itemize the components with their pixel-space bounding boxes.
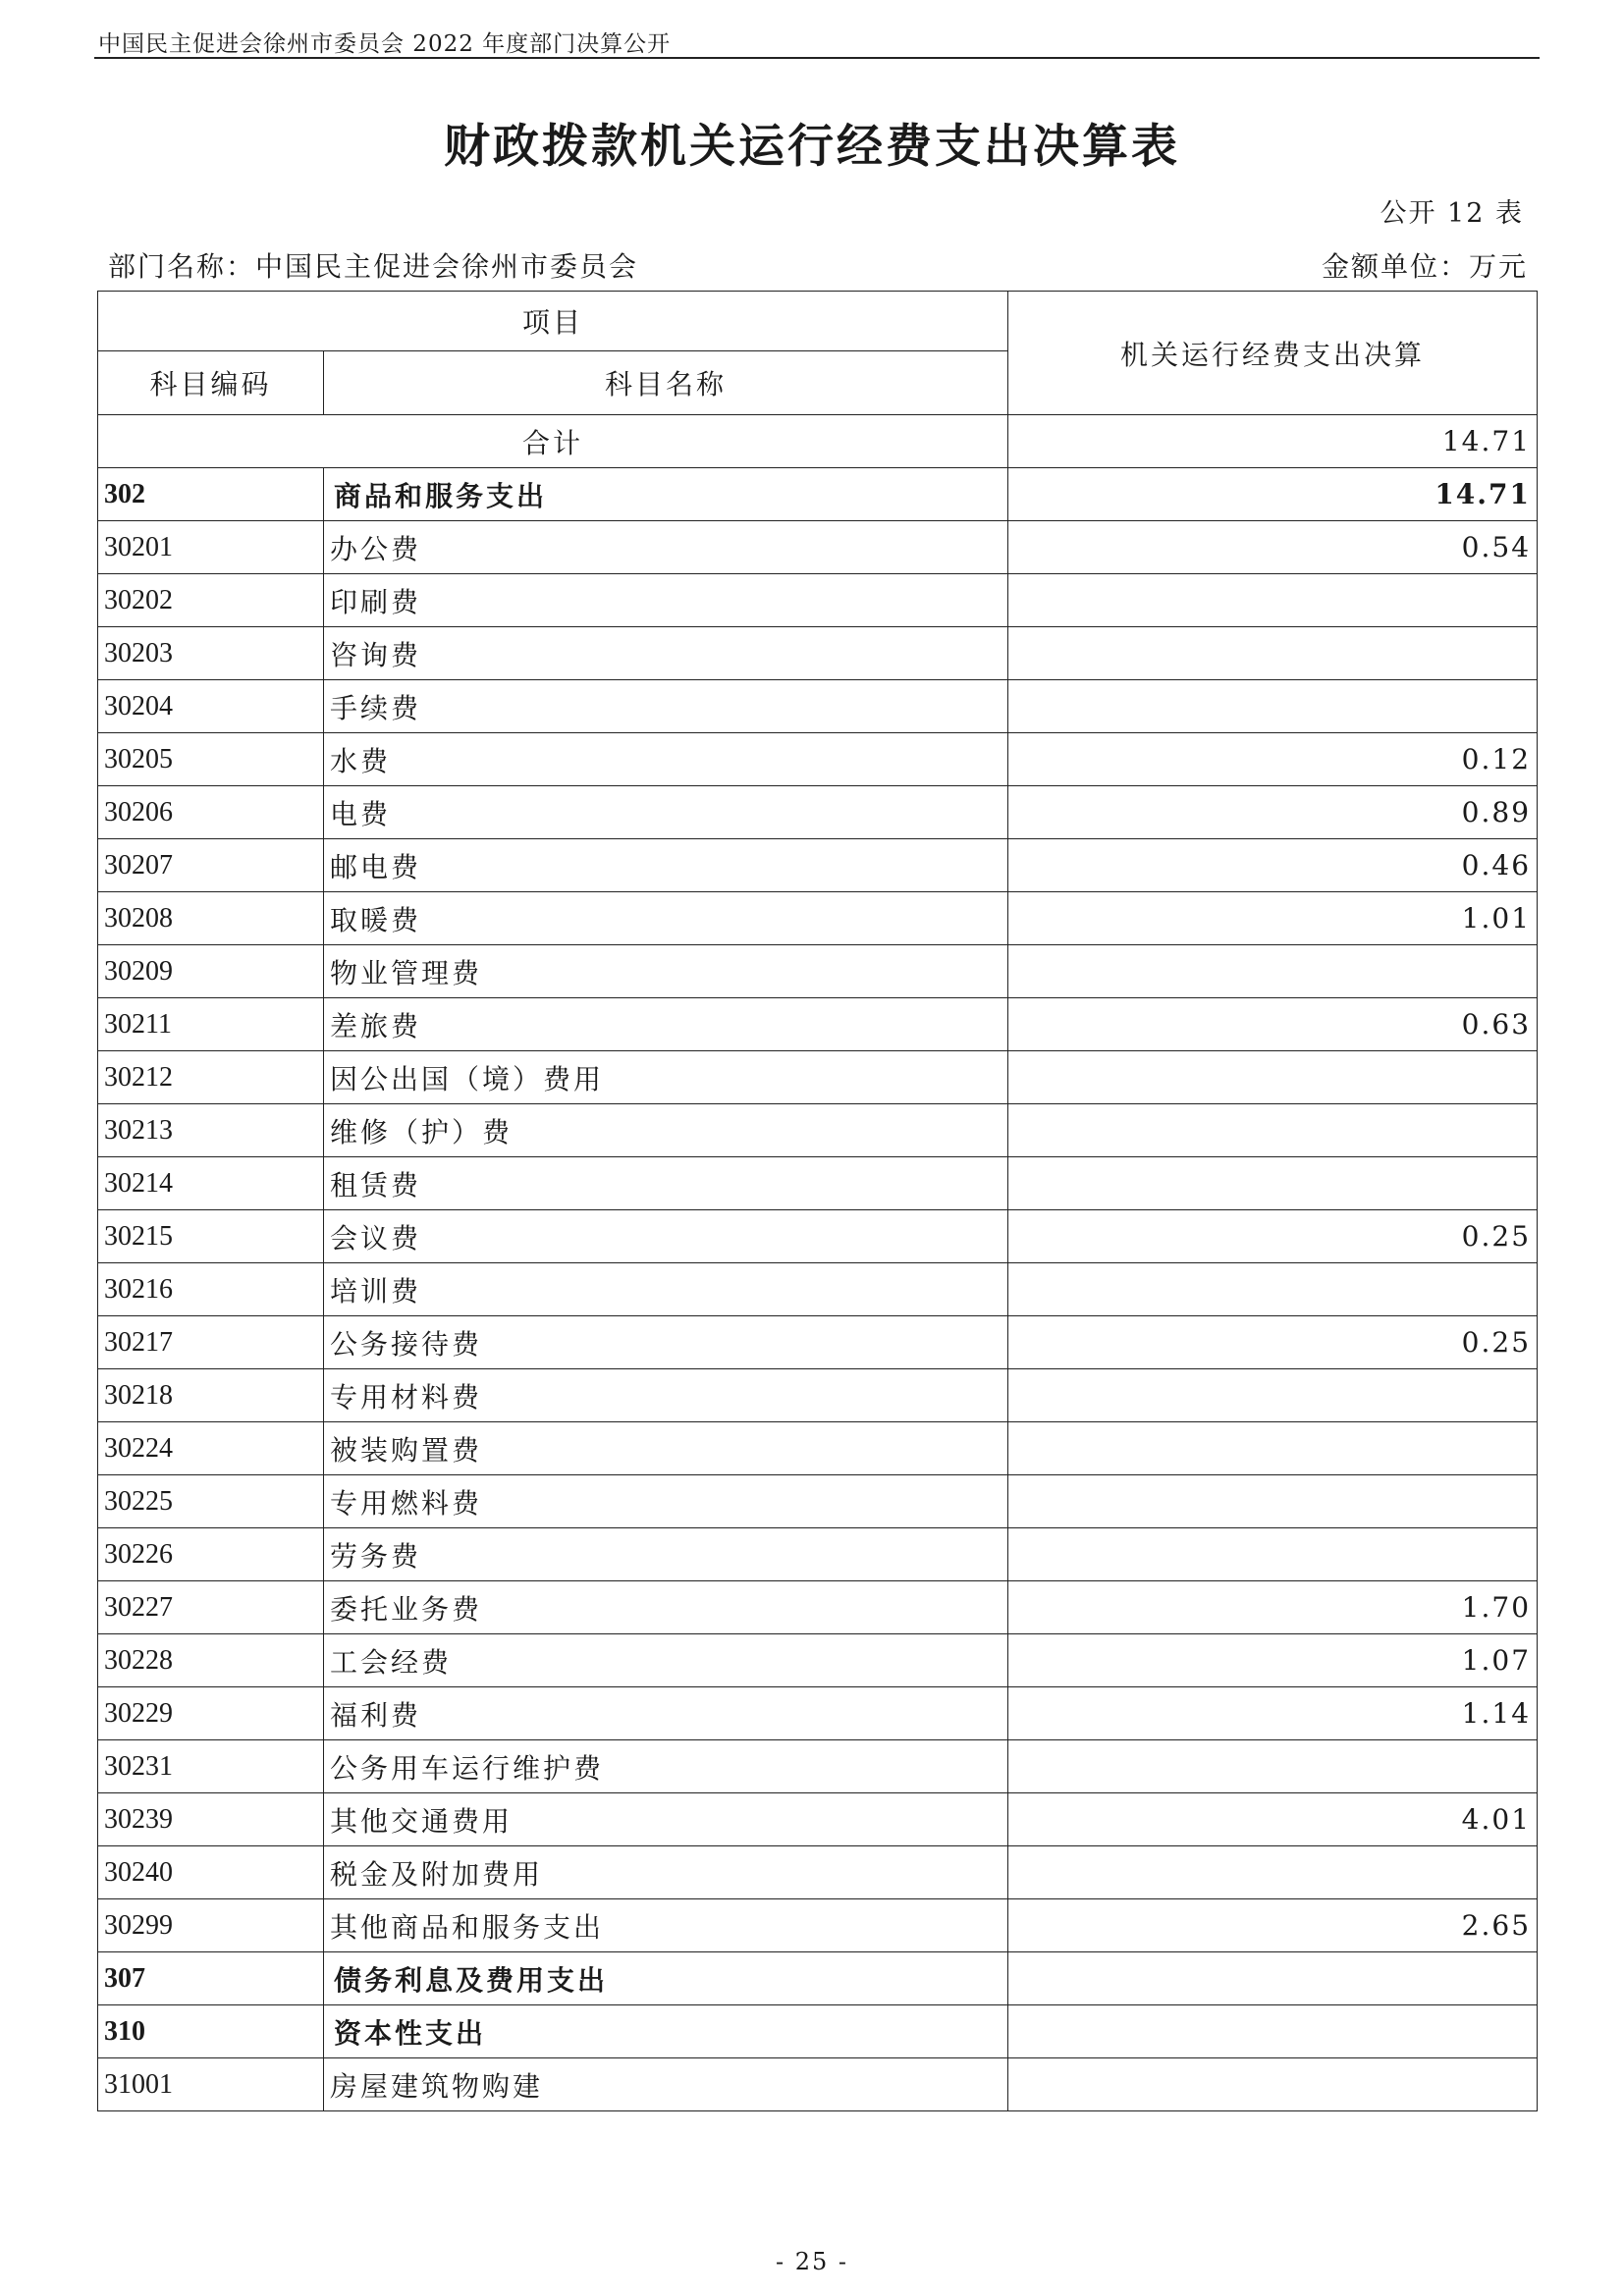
amount-value: 4.01 bbox=[1008, 1793, 1538, 1846]
subject-name: 手续费 bbox=[324, 680, 1008, 733]
subject-name: 房屋建筑物购建 bbox=[324, 2058, 1008, 2111]
table-row bbox=[98, 839, 1538, 892]
subject-code: 307 bbox=[98, 1952, 324, 2005]
subject-code: 31001 bbox=[98, 2058, 324, 2111]
subject-code: 30216 bbox=[98, 1263, 324, 1316]
table-row bbox=[98, 2005, 1538, 2058]
table-row bbox=[98, 1210, 1538, 1263]
amount-value bbox=[1008, 1475, 1538, 1528]
header-project: 项目 bbox=[98, 292, 1008, 351]
subject-name: 办公费 bbox=[324, 521, 1008, 574]
header-name: 科目名称 bbox=[324, 351, 1008, 415]
subject-code: 30209 bbox=[98, 945, 324, 998]
table-row bbox=[98, 521, 1538, 574]
table-row bbox=[98, 1263, 1538, 1316]
subject-code: 30206 bbox=[98, 786, 324, 839]
subject-code: 30239 bbox=[98, 1793, 324, 1846]
subject-code: 30203 bbox=[98, 627, 324, 680]
subject-code: 302 bbox=[98, 468, 324, 521]
subject-name: 其他交通费用 bbox=[324, 1793, 1008, 1846]
table-row bbox=[98, 1899, 1538, 1952]
subject-name: 公务接待费 bbox=[324, 1316, 1008, 1369]
subject-name: 商品和服务支出 bbox=[324, 468, 1008, 521]
subject-name: 债务利息及费用支出 bbox=[324, 1952, 1008, 2005]
table-row bbox=[98, 1846, 1538, 1899]
amount-value bbox=[1008, 1157, 1538, 1210]
table-row bbox=[98, 733, 1538, 786]
table-row bbox=[98, 892, 1538, 945]
amount-value bbox=[1008, 1740, 1538, 1793]
table-number: 公开 12 表 bbox=[1380, 198, 1524, 229]
table-row bbox=[98, 1581, 1538, 1634]
subject-code: 30229 bbox=[98, 1687, 324, 1740]
subject-code: 30224 bbox=[98, 1422, 324, 1475]
amount-unit: 金额单位：万元 bbox=[1321, 250, 1528, 283]
subject-code: 30240 bbox=[98, 1846, 324, 1899]
subject-name: 工会经费 bbox=[324, 1634, 1008, 1687]
table-row bbox=[98, 1369, 1538, 1422]
subject-code: 30204 bbox=[98, 680, 324, 733]
table-row bbox=[98, 1157, 1538, 1210]
document-title: 财政拨款机关运行经费支出决算表 bbox=[444, 120, 1180, 174]
subject-code: 30213 bbox=[98, 1104, 324, 1157]
subject-name: 取暖费 bbox=[324, 892, 1008, 945]
table-row bbox=[98, 1687, 1538, 1740]
amount-value: 0.89 bbox=[1008, 786, 1538, 839]
subject-name: 会议费 bbox=[324, 1210, 1008, 1263]
amount-value: 0.54 bbox=[1008, 521, 1538, 574]
amount-value bbox=[1008, 1846, 1538, 1899]
table-row bbox=[98, 1051, 1538, 1104]
amount-value: 0.46 bbox=[1008, 839, 1538, 892]
table-body bbox=[98, 292, 1538, 2111]
amount-value: 1.14 bbox=[1008, 1687, 1538, 1740]
table-row bbox=[98, 574, 1538, 627]
subject-code: 30207 bbox=[98, 839, 324, 892]
subject-name: 咨询费 bbox=[324, 627, 1008, 680]
subject-code: 310 bbox=[98, 2005, 324, 2058]
total-value: 14.71 bbox=[1008, 415, 1538, 468]
amount-value bbox=[1008, 2058, 1538, 2111]
meta-line bbox=[108, 245, 1528, 285]
expenditure-table bbox=[97, 291, 1538, 2111]
amount-value bbox=[1008, 1952, 1538, 2005]
table-row bbox=[98, 1422, 1538, 1475]
subject-code: 30205 bbox=[98, 733, 324, 786]
amount-value bbox=[1008, 1104, 1538, 1157]
subject-code: 30211 bbox=[98, 998, 324, 1051]
header-amount: 机关运行经费支出决算 bbox=[1008, 292, 1538, 415]
department-name: 部门名称：中国民主促进会徐州市委员会 bbox=[108, 250, 639, 283]
table-row bbox=[98, 1475, 1538, 1528]
amount-value: 14.71 bbox=[1008, 468, 1538, 521]
amount-value bbox=[1008, 627, 1538, 680]
amount-value bbox=[1008, 680, 1538, 733]
amount-value bbox=[1008, 945, 1538, 998]
amount-value: 0.12 bbox=[1008, 733, 1538, 786]
table-row bbox=[98, 1104, 1538, 1157]
subject-name: 委托业务费 bbox=[324, 1581, 1008, 1634]
subject-code: 30227 bbox=[98, 1581, 324, 1634]
header-code: 科目编码 bbox=[98, 351, 324, 415]
amount-value: 1.07 bbox=[1008, 1634, 1538, 1687]
subject-code: 30208 bbox=[98, 892, 324, 945]
table-row bbox=[98, 945, 1538, 998]
subject-name: 差旅费 bbox=[324, 998, 1008, 1051]
total-row bbox=[98, 415, 1538, 468]
subject-name: 水费 bbox=[324, 733, 1008, 786]
amount-value bbox=[1008, 1263, 1538, 1316]
amount-value bbox=[1008, 2005, 1538, 2058]
table-row bbox=[98, 1634, 1538, 1687]
amount-value: 1.01 bbox=[1008, 892, 1538, 945]
subject-name: 培训费 bbox=[324, 1263, 1008, 1316]
amount-value bbox=[1008, 1051, 1538, 1104]
subject-code: 30202 bbox=[98, 574, 324, 627]
subject-code: 30215 bbox=[98, 1210, 324, 1263]
subject-name: 邮电费 bbox=[324, 839, 1008, 892]
subject-code: 30218 bbox=[98, 1369, 324, 1422]
amount-value: 0.25 bbox=[1008, 1316, 1538, 1369]
subject-name: 税金及附加费用 bbox=[324, 1846, 1008, 1899]
total-label: 合计 bbox=[98, 415, 1008, 468]
subject-name: 物业管理费 bbox=[324, 945, 1008, 998]
subject-name: 被装购置费 bbox=[324, 1422, 1008, 1475]
subject-code: 30225 bbox=[98, 1475, 324, 1528]
subject-name: 劳务费 bbox=[324, 1528, 1008, 1581]
subject-name: 公务用车运行维护费 bbox=[324, 1740, 1008, 1793]
table-row bbox=[98, 1952, 1538, 2005]
amount-value: 0.63 bbox=[1008, 998, 1538, 1051]
amount-value bbox=[1008, 1422, 1538, 1475]
table-row bbox=[98, 786, 1538, 839]
table-row bbox=[98, 1740, 1538, 1793]
amount-value bbox=[1008, 574, 1538, 627]
subject-code: 30226 bbox=[98, 1528, 324, 1581]
subject-code: 30201 bbox=[98, 521, 324, 574]
subject-name: 电费 bbox=[324, 786, 1008, 839]
subject-code: 30214 bbox=[98, 1157, 324, 1210]
amount-value: 0.25 bbox=[1008, 1210, 1538, 1263]
subject-code: 30217 bbox=[98, 1316, 324, 1369]
table-row bbox=[98, 680, 1538, 733]
table-row bbox=[98, 998, 1538, 1051]
table-row bbox=[98, 1528, 1538, 1581]
amount-value: 1.70 bbox=[1008, 1581, 1538, 1634]
subject-code: 30212 bbox=[98, 1051, 324, 1104]
table-row bbox=[98, 468, 1538, 521]
subject-code: 30299 bbox=[98, 1899, 324, 1952]
page-number: - 25 - bbox=[775, 2248, 848, 2275]
table-row bbox=[98, 1793, 1538, 1846]
subject-name: 维修（护）费 bbox=[324, 1104, 1008, 1157]
subject-name: 资本性支出 bbox=[324, 2005, 1008, 2058]
header-row-1 bbox=[98, 292, 1538, 351]
running-header: 中国民主促进会徐州市委员会 2022 年度部门决算公开 bbox=[98, 31, 672, 57]
subject-name: 租赁费 bbox=[324, 1157, 1008, 1210]
subject-code: 30228 bbox=[98, 1634, 324, 1687]
subject-code: 30231 bbox=[98, 1740, 324, 1793]
table-row bbox=[98, 2058, 1538, 2111]
subject-name: 因公出国（境）费用 bbox=[324, 1051, 1008, 1104]
table-row bbox=[98, 627, 1538, 680]
amount-value bbox=[1008, 1528, 1538, 1581]
subject-name: 专用燃料费 bbox=[324, 1475, 1008, 1528]
table-row bbox=[98, 1316, 1538, 1369]
subject-name: 印刷费 bbox=[324, 574, 1008, 627]
subject-name: 其他商品和服务支出 bbox=[324, 1899, 1008, 1952]
header-rule bbox=[94, 57, 1540, 59]
amount-value bbox=[1008, 1369, 1538, 1422]
subject-name: 专用材料费 bbox=[324, 1369, 1008, 1422]
subject-name: 福利费 bbox=[324, 1687, 1008, 1740]
amount-value: 2.65 bbox=[1008, 1899, 1538, 1952]
